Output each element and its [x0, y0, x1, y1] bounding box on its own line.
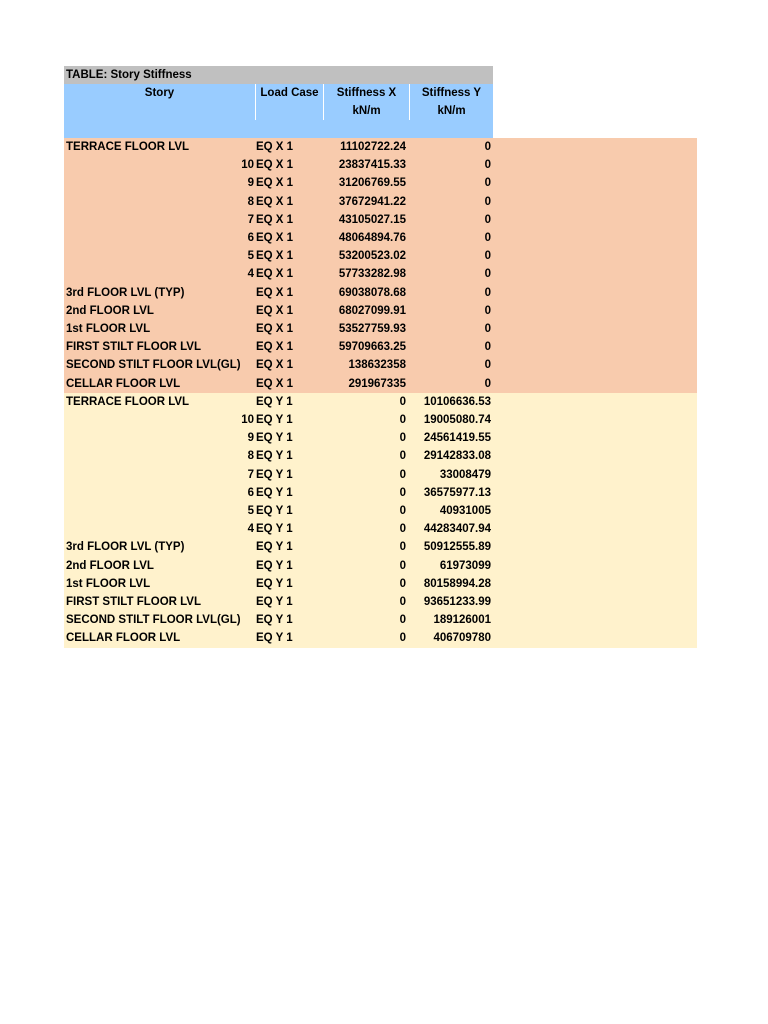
cell-stiffness-x: 43105027.15 [338, 213, 406, 226]
cell-load-case: EQ Y 1 [256, 577, 293, 590]
cell-stiffness-x: 0 [399, 414, 406, 426]
cell-stiffness-y: 0 [484, 213, 491, 226]
cell-story-number: 7 [247, 213, 254, 226]
cell-load-case: EQ X 1 [256, 359, 294, 372]
cell-stiffness-x: 57733282.98 [338, 268, 406, 281]
cell-load-case: EQ Y 1 [256, 632, 293, 645]
cell-stiffness-x: 53200523.02 [338, 250, 406, 263]
cell-stiffness-y: 0 [484, 232, 491, 244]
table-row [64, 193, 493, 211]
cell-stiffness-y: 0 [484, 286, 491, 299]
cell-stiffness-x: 23837415.33 [338, 159, 406, 172]
cell-story: CELLAR FLOOR LVL [66, 632, 181, 645]
cell-load-case: EQ X 1 [256, 304, 294, 317]
table-row [64, 611, 493, 629]
header-units-row [64, 102, 493, 120]
cell-story-number: 10 [241, 159, 254, 172]
cell-stiffness-y: 0 [484, 304, 491, 317]
cell-stiffness-x: 59709663.25 [338, 341, 406, 354]
table-row [64, 575, 493, 593]
cell-stiffness-x: 69038078.68 [338, 286, 406, 299]
header-load-case: Load Case [260, 87, 319, 99]
cell-story: FIRST STILT FLOOR LVL [66, 341, 202, 354]
cell-stiffness-y: 0 [484, 195, 491, 208]
header-story: Story [144, 87, 175, 99]
cell-load-case: EQ Y 1 [256, 486, 293, 499]
cell-stiffness-x: 0 [399, 632, 406, 645]
table-row [64, 302, 493, 320]
cell-load-case: EQ Y 1 [256, 432, 293, 445]
cell-load-case: EQ Y 1 [256, 450, 293, 463]
table-row [64, 138, 493, 156]
cell-story: TERRACE FLOOR LVL [66, 395, 190, 408]
table-row [64, 429, 493, 447]
cell-stiffness-y: 36575977.13 [423, 486, 491, 499]
table-row [64, 356, 493, 374]
cell-stiffness-x: 31206769.55 [338, 177, 406, 190]
cell-story-number: 6 [247, 486, 254, 499]
cell-stiffness-y: 44283407.94 [423, 523, 491, 536]
cell-stiffness-x: 48064894.76 [338, 232, 406, 244]
cell-load-case: EQ X 1 [256, 159, 294, 172]
cell-story: 3rd FLOOR LVL (TYP) [66, 286, 185, 299]
cell-story-number: 8 [247, 450, 254, 463]
table-row [64, 320, 493, 338]
table-row [64, 447, 493, 465]
table-row [64, 538, 493, 556]
cell-stiffness-y: 80158994.28 [423, 577, 491, 590]
cell-stiffness-y: 0 [484, 377, 491, 390]
cell-story: 3rd FLOOR LVL (TYP) [66, 541, 185, 554]
cell-stiffness-x: 138632358 [348, 359, 406, 372]
cell-stiffness-y: 0 [484, 359, 491, 372]
cell-load-case: EQ X 1 [256, 177, 294, 190]
cell-stiffness-y: 29142833.08 [423, 450, 491, 463]
cell-stiffness-x: 291967335 [348, 377, 406, 390]
table-row [64, 393, 493, 411]
cell-stiffness-y: 10106636.53 [423, 395, 491, 408]
cell-stiffness-y: 406709780 [433, 632, 491, 645]
cell-stiffness-y: 189126001 [433, 614, 491, 627]
cell-story-number: 4 [247, 268, 254, 281]
unit-stiffness-x: kN/m [352, 105, 381, 117]
table-row [64, 229, 493, 247]
cell-load-case: EQ X 1 [256, 195, 294, 208]
cell-story-number: 9 [247, 177, 254, 190]
cell-stiffness-y: 0 [484, 159, 491, 172]
cell-stiffness-x: 53527759.93 [338, 323, 406, 335]
cell-story-number: 8 [247, 195, 254, 208]
cell-stiffness-x: 11102722.24 [340, 141, 406, 153]
cell-stiffness-y: 19005080.74 [423, 414, 491, 426]
cell-load-case: EQ Y 1 [256, 468, 293, 481]
cell-stiffness-y: 61973099 [439, 559, 491, 572]
cell-stiffness-x: 0 [399, 395, 406, 408]
table-row [64, 502, 493, 520]
cell-story: 1st FLOOR LVL [66, 577, 151, 590]
cell-story-number: 4 [247, 523, 254, 536]
header-blank-row [64, 120, 493, 138]
cell-stiffness-x: 0 [399, 614, 406, 627]
table-row [64, 375, 493, 393]
cell-stiffness-y: 24561419.55 [423, 432, 491, 445]
table-row [64, 557, 493, 575]
cell-story: SECOND STILT FLOOR LVL(GL) [66, 614, 241, 627]
cell-stiffness-y: 0 [484, 323, 491, 335]
cell-load-case: EQ X 1 [256, 377, 294, 390]
table-row [64, 247, 493, 265]
table-row [64, 411, 493, 429]
table-row [64, 629, 493, 647]
cell-stiffness-y: 33008479 [439, 468, 491, 481]
cell-story-number: 9 [247, 432, 254, 445]
cell-load-case: EQ X 1 [256, 268, 294, 281]
cell-stiffness-x: 0 [399, 486, 406, 499]
cell-stiffness-y: 0 [484, 177, 491, 190]
table-row [64, 284, 493, 302]
cell-load-case: EQ Y 1 [256, 559, 293, 572]
cell-stiffness-x: 37672941.22 [338, 195, 406, 208]
cell-load-case: EQ X 1 [256, 141, 294, 153]
table-row [64, 338, 493, 356]
cell-stiffness-x: 68027099.91 [338, 304, 406, 317]
cell-story-number: 5 [247, 505, 254, 517]
cell-load-case: EQ Y 1 [256, 505, 293, 517]
cell-stiffness-x: 0 [399, 541, 406, 554]
cell-story-number: 7 [247, 468, 254, 481]
cell-stiffness-y: 40931005 [439, 505, 491, 517]
table-row [64, 593, 493, 611]
cell-load-case: EQ Y 1 [256, 541, 293, 554]
cell-story: FIRST STILT FLOOR LVL [66, 596, 202, 608]
cell-stiffness-x: 0 [399, 450, 406, 463]
cell-story-number: 10 [241, 414, 254, 426]
cell-load-case: EQ X 1 [256, 286, 294, 299]
cell-stiffness-y: 0 [484, 250, 491, 263]
cell-load-case: EQ Y 1 [256, 596, 293, 608]
cell-stiffness-x: 0 [399, 577, 406, 590]
cell-load-case: EQ Y 1 [256, 523, 293, 536]
cell-stiffness-y: 0 [484, 341, 491, 354]
cell-story: 1st FLOOR LVL [66, 323, 151, 335]
cell-load-case: EQ X 1 [256, 250, 294, 263]
cell-load-case: EQ Y 1 [256, 414, 293, 426]
cell-load-case: EQ X 1 [256, 323, 294, 335]
table-row [64, 520, 493, 538]
cell-stiffness-x: 0 [399, 559, 406, 572]
table-row [64, 466, 493, 484]
table-row [64, 211, 493, 229]
cell-stiffness-y: 50912555.89 [423, 541, 491, 554]
table-row [64, 265, 493, 283]
cell-stiffness-x: 0 [399, 523, 406, 536]
header-stiffness-y: Stiffness Y [421, 87, 482, 99]
header-row [64, 84, 493, 102]
table-row [64, 174, 493, 192]
cell-story-number: 5 [247, 250, 254, 263]
cell-story: SECOND STILT FLOOR LVL(GL) [66, 359, 241, 372]
cell-story: 2nd FLOOR LVL [66, 559, 154, 572]
header-stiffness-x: Stiffness X [336, 87, 397, 99]
cell-story-number: 6 [247, 232, 254, 244]
cell-stiffness-x: 0 [399, 505, 406, 517]
cell-stiffness-y: 93651233.99 [423, 596, 491, 608]
table-title: TABLE: Story Stiffness [64, 66, 493, 84]
cell-stiffness-y: 0 [484, 141, 491, 153]
cell-stiffness-x: 0 [399, 468, 406, 481]
cell-stiffness-x: 0 [399, 596, 406, 608]
cell-story: CELLAR FLOOR LVL [66, 377, 181, 390]
cell-load-case: EQ X 1 [256, 232, 294, 244]
cell-load-case: EQ Y 1 [256, 614, 293, 627]
cell-load-case: EQ X 1 [256, 341, 294, 354]
cell-stiffness-x: 0 [399, 432, 406, 445]
cell-load-case: EQ Y 1 [256, 395, 293, 408]
cell-story: 2nd FLOOR LVL [66, 304, 154, 317]
cell-load-case: EQ X 1 [256, 213, 294, 226]
unit-stiffness-y: kN/m [437, 105, 466, 117]
table-row [64, 156, 493, 174]
cell-story: TERRACE FLOOR LVL [66, 141, 190, 153]
table-row [64, 484, 493, 502]
cell-stiffness-y: 0 [484, 268, 491, 281]
